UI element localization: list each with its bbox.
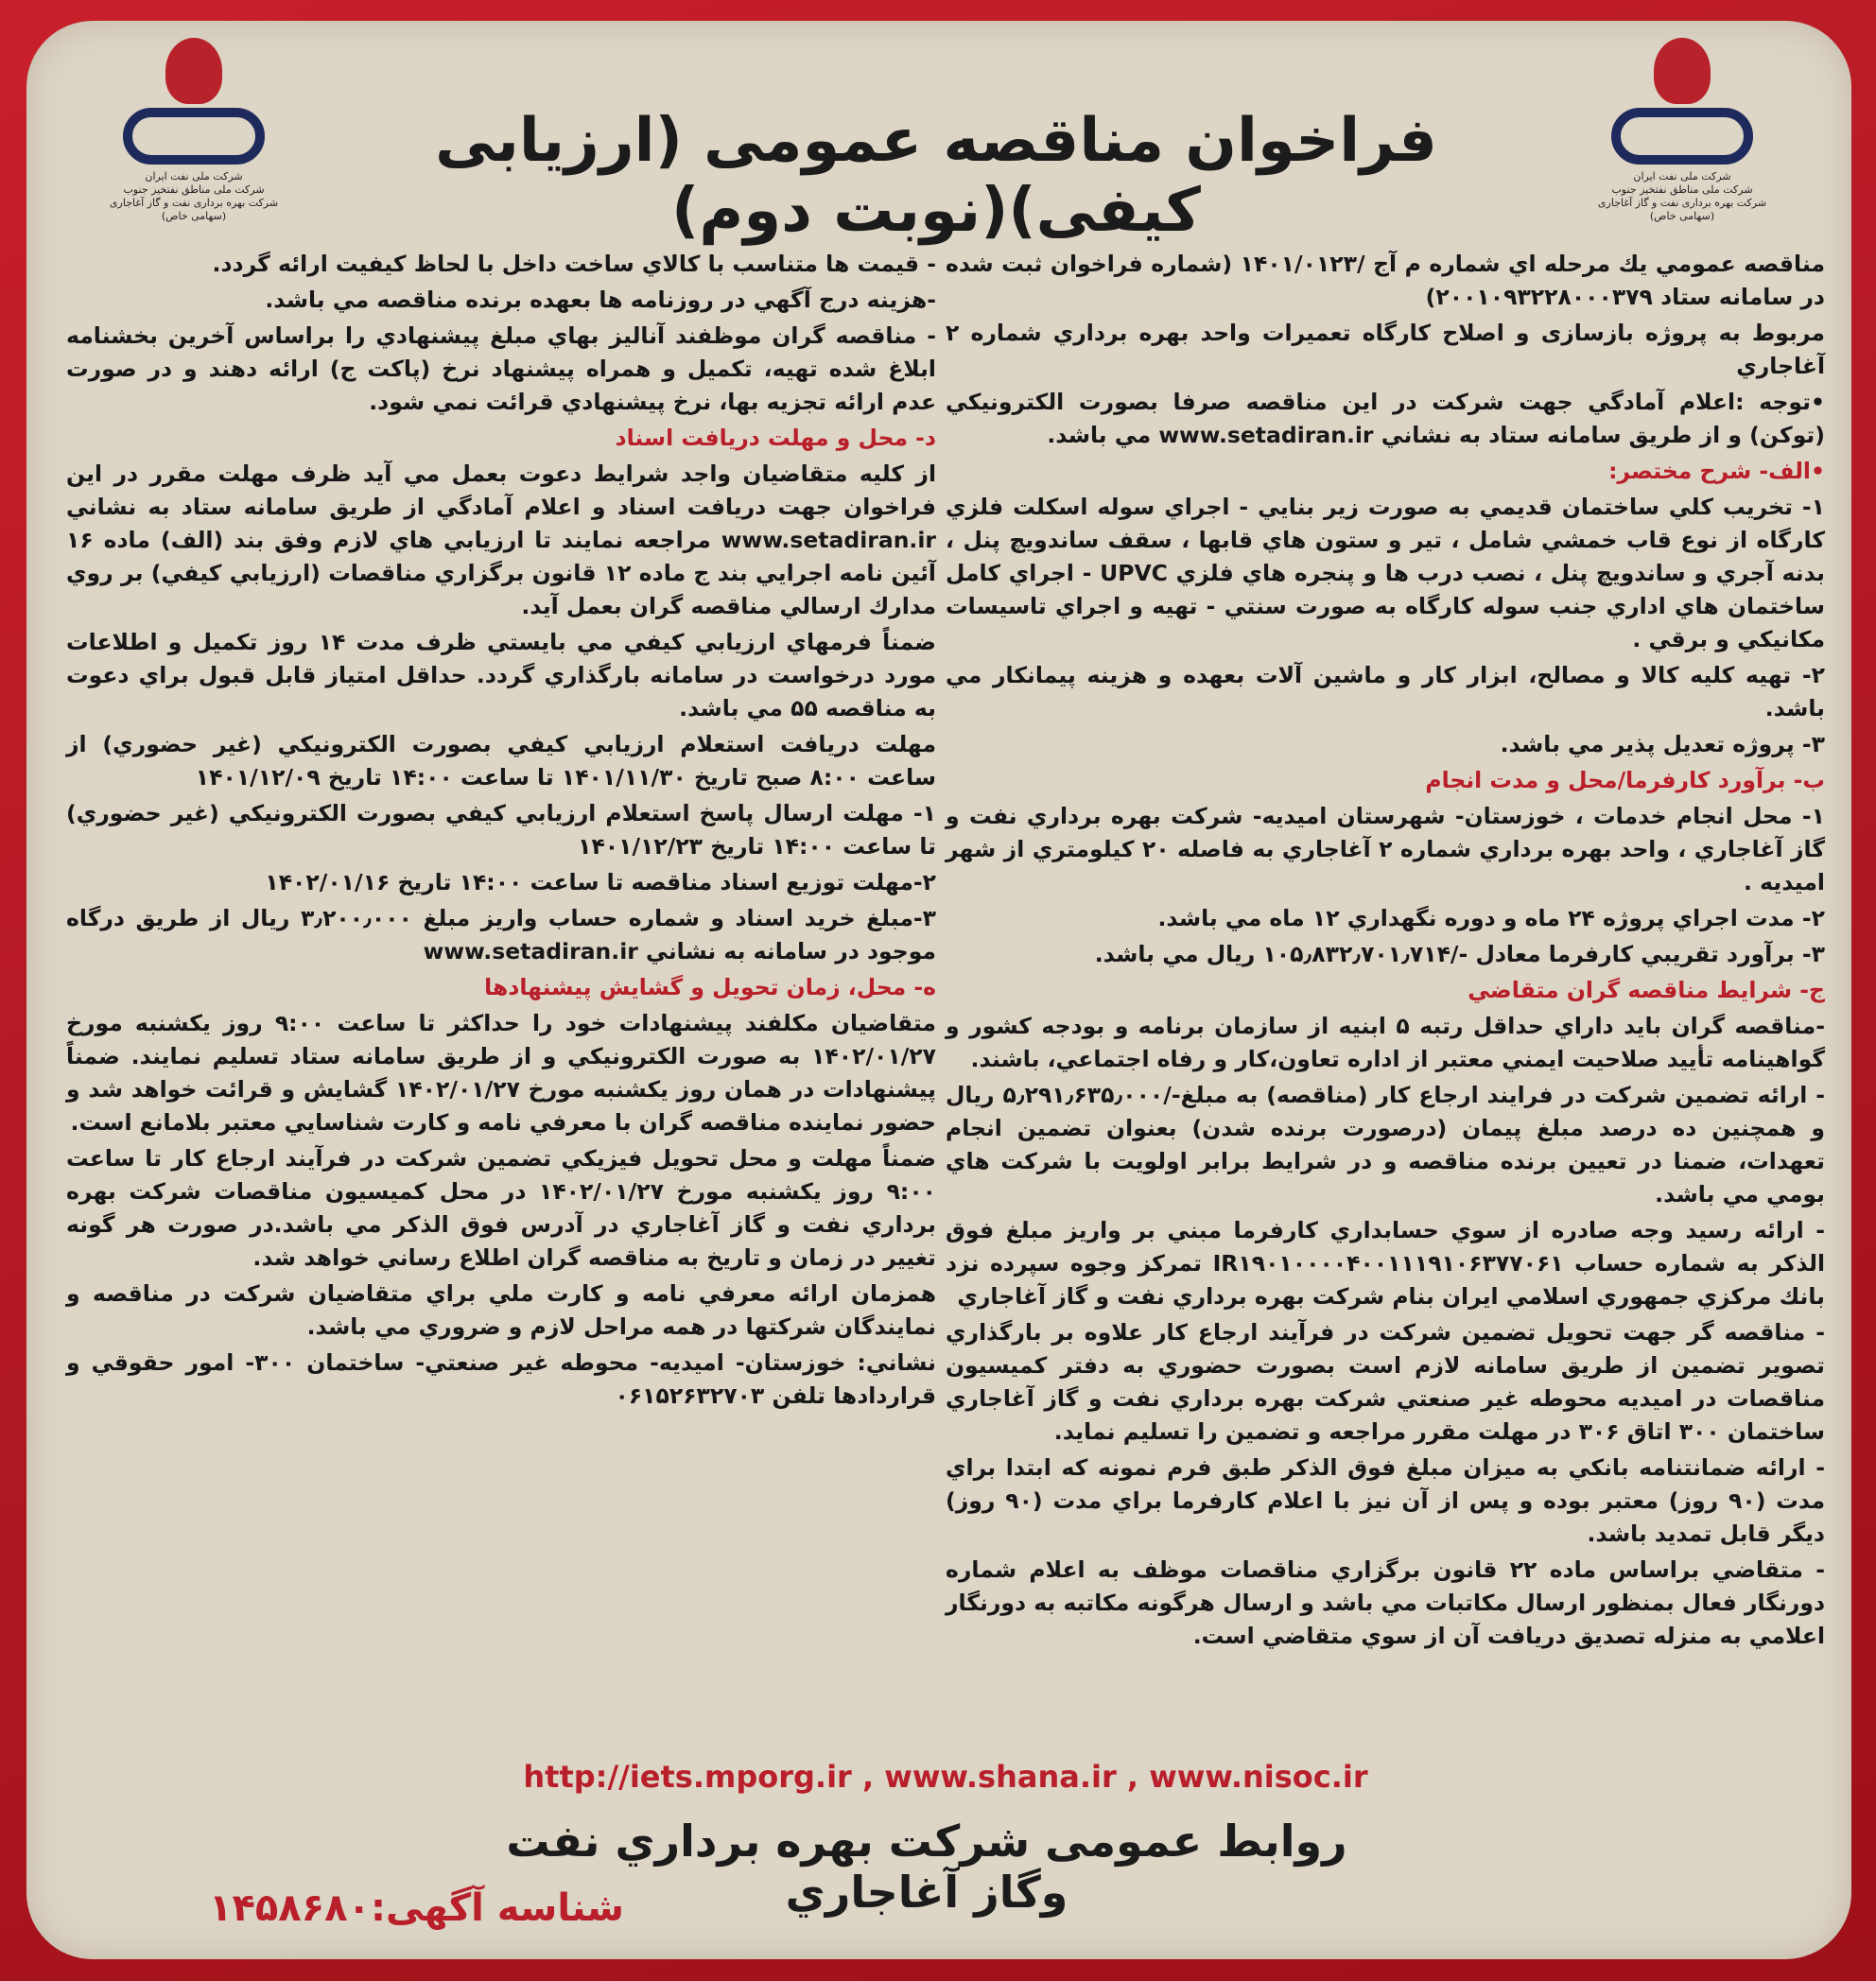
item-c4: - مناقصه گر جهت تحويل تضمين شركت در فرآيند ارجاع كار علاوه بر بارگذاري تصوير تضمين از طريق سامانه لازم است بصورت حضوري به دفتر كميسيون مناقصات در اميديه محوطه غير صنعتي شركت بهره برداري نفت و گاز آغاجاري ساختمان ۳۰۰ اتاق ۳۰۶ در مهلت مقرر مراجعه و تضمين را تسليم نمايد. bbox=[946, 1319, 1825, 1445]
item-b1: ۱- محل انجام خدمات ، خوزستان- شهرستان اميديه- شركت بهره برداري نفت و گاز آغاجاري ، واحد بهره برداري شماره ۲ آغاجاري به فاصله ۲۰ كيلومتري از شهر اميديه . bbox=[946, 803, 1825, 895]
right-column bbox=[946, 248, 1825, 1656]
logo-mark-icon bbox=[123, 108, 265, 165]
item-d1: از كليه متقاضيان واجد شرايط دعوت بعمل مي آيد ظرف مهلت مقرر در اين فراخوان جهت دريافت اسناد و اعلام آمادگي از طريق سامانه ستاد به نشاني www.setadiran.ir مراجعه نمايند تا ارزيابي هاي لازم وفق بند (الف) ماده ۱۶ آئين نامه اجرايي بند ج ماده ۱۲ قانون برگزاري مناقصات (ارزيابي كيفي) بر روي مدارك ارسالي مناقصه گران بعمل آيد. bbox=[66, 460, 936, 619]
logo-caption: شركت ملی نفت ايران شركت ملی مناطق نفتخيز جنوب شركت بهره برداری نفت و گاز آغاجاری (سهامی خاص) bbox=[109, 170, 279, 222]
item-l1: - قيمت ها متناسب با كالاي ساخت داخل با لحاظ كيفيت ارائه گردد. bbox=[212, 251, 936, 277]
tender-number: مناقصه عمومي يك مرحله اي شماره م آج /۱۴۰۱/۰۱۲۳ (شماره فراخوان ثبت شده در سامانه ستاد ۲۰۰۱۰۹۳۲۲۸۰۰۰۳۷۹) bbox=[946, 251, 1825, 310]
item-c6: - متقاضي براساس ماده ۲۲ قانون برگزاري مناقصات موظف به اعلام شماره دورنگار فعال بمنظور ارسال مكاتبات مي باشد و ارسال هرگونه مكاتبه به دورنگار اعلامي به منزله تصديق دريافت آن از سوي متقاضي است. bbox=[946, 1556, 1826, 1649]
section-heading-b: ب- برآورد كارفرما/محل و مدت انجام bbox=[1425, 767, 1825, 793]
item-l2: -هزينه درج آگهي در روزنامه ها بعهده برنده مناقصه مي باشد. bbox=[265, 287, 936, 313]
item-b2: ۲- مدت اجراي پروژه ۲۴ ماه و دوره نگهداري ۱۲ ماه مي باشد. bbox=[1157, 905, 1825, 931]
item-d6: ۳-مبلغ خريد اسناد و شماره حساب واريز مبلغ ۳٫۲۰۰٫۰۰۰ ريال از طريق درگاه موجود در سامانه به نشاني www.setadiran.ir bbox=[66, 905, 936, 964]
section-heading-a: •الف- شرح مختصر: bbox=[1608, 458, 1825, 484]
item-d2: ضمناً فرمهاي ارزيابي كيفي مي بايستي ظرف مدت ۱۴ روز تكميل و اطلاعات مورد درخواست در سامانه بارگذاري گردد. حداقل امتياز قابل قبول براي دعوت به مناقصه ۵۵ مي باشد. bbox=[66, 629, 936, 721]
item-c1: -مناقصه گران بايد داراي حداقل رتبه ۵ ابنيه از سازمان برنامه و بودجه كشور و گواهينامه تأييد صلاحيت ايمني معتبر از اداره تعاون،كار و رفاه اجتماعي، باشند. bbox=[946, 1013, 1825, 1072]
notice-note: •توجه :اعلام آمادگي جهت شركت در اين مناقصه صرفا بصورت الكترونيكي (توكن) و از طريق سامانه ستاد به نشاني www.setadiran.ir مي باشد. bbox=[946, 389, 1825, 448]
company-logo-left bbox=[104, 38, 284, 223]
logo-mark-icon bbox=[1611, 108, 1753, 165]
item-c5: - ارائه ضمانتنامه بانكي به ميزان مبلغ فوق الذكر طبق فرم نمونه كه ابتدا براي مدت (۹۰ روز) معتبر بوده و پس از آن نيز با اعلام كارفرما براي مدت (۹۰ روز) ديگر قابل تمديد باشد. bbox=[946, 1454, 1826, 1547]
page-title: فراخوان مناقصه عمومی (ارزیابی کیفی)(نوبت دوم) bbox=[435, 106, 1437, 246]
item-d4: ۱- مهلت ارسال پاسخ استعلام ارزيابي كيفي بصورت الكترونيكي (غير حضوري) تا ساعت ۱۴:۰۰ تاريخ ۱۴۰۱/۱۲/۲۳ bbox=[66, 800, 936, 860]
address-phone: نشاني: خوزستان- اميديه- محوطه غير صنعتي- ساختمان ۳۰۰- امور حقوقي و قراردادها تلفن ۰۶۱۵۲۶۳۲۷۰۳ bbox=[66, 1349, 936, 1409]
item-d3: مهلت دريافت استعلام ارزيابي كيفي بصورت الكترونيكي (غير حضوري) از ساعت ۸:۰۰ صبح تاريخ ۱۴۰۱/۱۱/۳۰ تا ساعت ۱۴:۰۰ تاريخ ۱۴۰۱/۱۲/۰۹ bbox=[66, 731, 936, 791]
left-column bbox=[66, 248, 936, 1416]
section-heading-d: د- محل و مهلت دريافت اسناد bbox=[615, 425, 936, 451]
section-heading-c: ج- شرايط مناقصه گران متقاضي bbox=[1468, 977, 1825, 1003]
item-a3: ۳- پروژه تعديل پذير مي باشد. bbox=[1500, 731, 1825, 757]
item-l3: - مناقصه گران موظفند آناليز بهاي مبلغ پيشنهادي را براساس آخرين بخشنامه ابلاغ شده تهيه، تكميل و همراه پيشنهاد نرخ (پاكت ج) ارائه دهند و در صورت عدم ارائه تجزيه بها، نرخ پيشنهادي قرائت نمي شود. bbox=[66, 322, 936, 415]
item-e3: همزمان ارائه معرفي نامه و كارت ملي براي متقاضيان شركت در مناقصه و نمايندگان شركتها در همه مراحل لازم و ضروري مي باشد. bbox=[66, 1280, 936, 1340]
item-c2: - ارائه تضمين شركت در فرايند ارجاع كار (مناقصه) به مبلغ-/۵٫۲۹۱٫۶۳۵٫۰۰۰ ريال و همچنين ده درصد مبلغ پيمان (درصورت برنده شدن) بعنوان تضمين انجام تعهدات، ضمنا در تعيين برنده مناقصه و در شرايط برابر اولويت با شركت هاي بومي مي باشد. bbox=[946, 1082, 1826, 1208]
item-b3: ۳- برآورد تقريبي كارفرما معادل -/۱۰۵٫۸۳۲٫۷۰۱٫۷۱۴ ريال مي باشد. bbox=[1094, 941, 1825, 967]
public-relations-signature: روابط عمومی شركت بهره برداري نفت وگاز آغاجاري bbox=[506, 1816, 1347, 1918]
section-heading-e: ه- محل، زمان تحويل و گشايش پيشنهادها bbox=[484, 974, 936, 1000]
website-links[interactable]: http://iets.mporg.ir , www.shana.ir , www.nisoc.ir bbox=[523, 1759, 1368, 1795]
ad-id: شناسه آگهی:۱۴۵۸۶۸۰ bbox=[209, 1886, 624, 1930]
item-e1: متقاضيان مكلفند پيشنهادات خود را حداكثر تا ساعت ۹:۰۰ روز يكشنبه مورخ ۱۴۰۲/۰۱/۲۷ به صورت الكترونيكي و از طريق سامانه ستاد تسليم نمايند. ضمناً پيشنهادات در همان روز يكشنبه مورخ ۱۴۰۲/۰۱/۲۷ گشايش و قرائت خواهد شد و حضور نماينده مناقصه گران با معرفي نامه و كارت شناسايي معتبر بلامانع است. bbox=[66, 1010, 936, 1136]
flame-icon bbox=[165, 38, 222, 104]
item-a2: ۲- تهيه كليه كالا و مصالح، ابزار كار و ماشين آلات بعهده و هزينه پيمانكار مي باشد. bbox=[946, 662, 1825, 721]
logo-caption: شركت ملی نفت ايران شركت ملی مناطق نفتخيز جنوب شركت بهره برداری نفت و گاز آغاجاری (سهامی خاص) bbox=[1597, 170, 1767, 222]
item-c3: - ارائه رسيد وجه صادره از سوي حسابداري كارفرما مبني بر واريز مبلغ فوق الذكر به شماره حساب IR۱۹۰۱۰۰۰۰۴۰۰۱۱۱۹۱۰۶۳۷۷۰۶۱ تمركز وجوه سپرده نزد بانك مركزي جمهوري اسلامي ايران بنام شركت بهره برداري نفت و گاز آغاجاري bbox=[946, 1217, 1825, 1310]
project-subject: مربوط به پروژه بازسازی و اصلاح كارگاه تعميرات واحد بهره برداري شماره ۲ آغاجاري bbox=[946, 320, 1825, 379]
company-logo-right bbox=[1592, 38, 1772, 223]
flame-icon bbox=[1654, 38, 1711, 104]
item-e2: ضمناً مهلت و محل تحويل فيزيكي تضمين شركت در فرآيند ارجاع كار تا ساعت ۹:۰۰ روز يكشنبه مورخ ۱۴۰۲/۰۱/۲۷ در محل كميسيون مناقصات شركت بهره برداري نفت و گاز آغاجاري در آدرس فوق الذكر مي باشد.در صورت هر گونه تغيير در زمان و تاريخ به مناقصه گران اطلاع رساني خواهد شد. bbox=[66, 1145, 937, 1271]
item-a1: ۱- تخريب كلي ساختمان قديمي به صورت زير بنايي - اجراي سوله اسكلت فلزي كارگاه از نوع قاب خمشي شامل ، تير و ستون هاي قابها ، سقف ساندويچ پنل ، بدنه آجري و ساندويچ پنل ، نصب درب ها و پنجره هاي فلزي UPVC - اجراي كامل ساختمان هاي اداري جنب سوله كارگاه به صورت سنتي - تهيه و اجراي تاسيسات مكانيكي و برقي . bbox=[946, 494, 1825, 652]
item-d5: ۲-مهلت توزيع اسناد مناقصه تا ساعت ۱۴:۰۰ تاريخ ۱۴۰۲/۰۱/۱۶ bbox=[265, 869, 936, 895]
